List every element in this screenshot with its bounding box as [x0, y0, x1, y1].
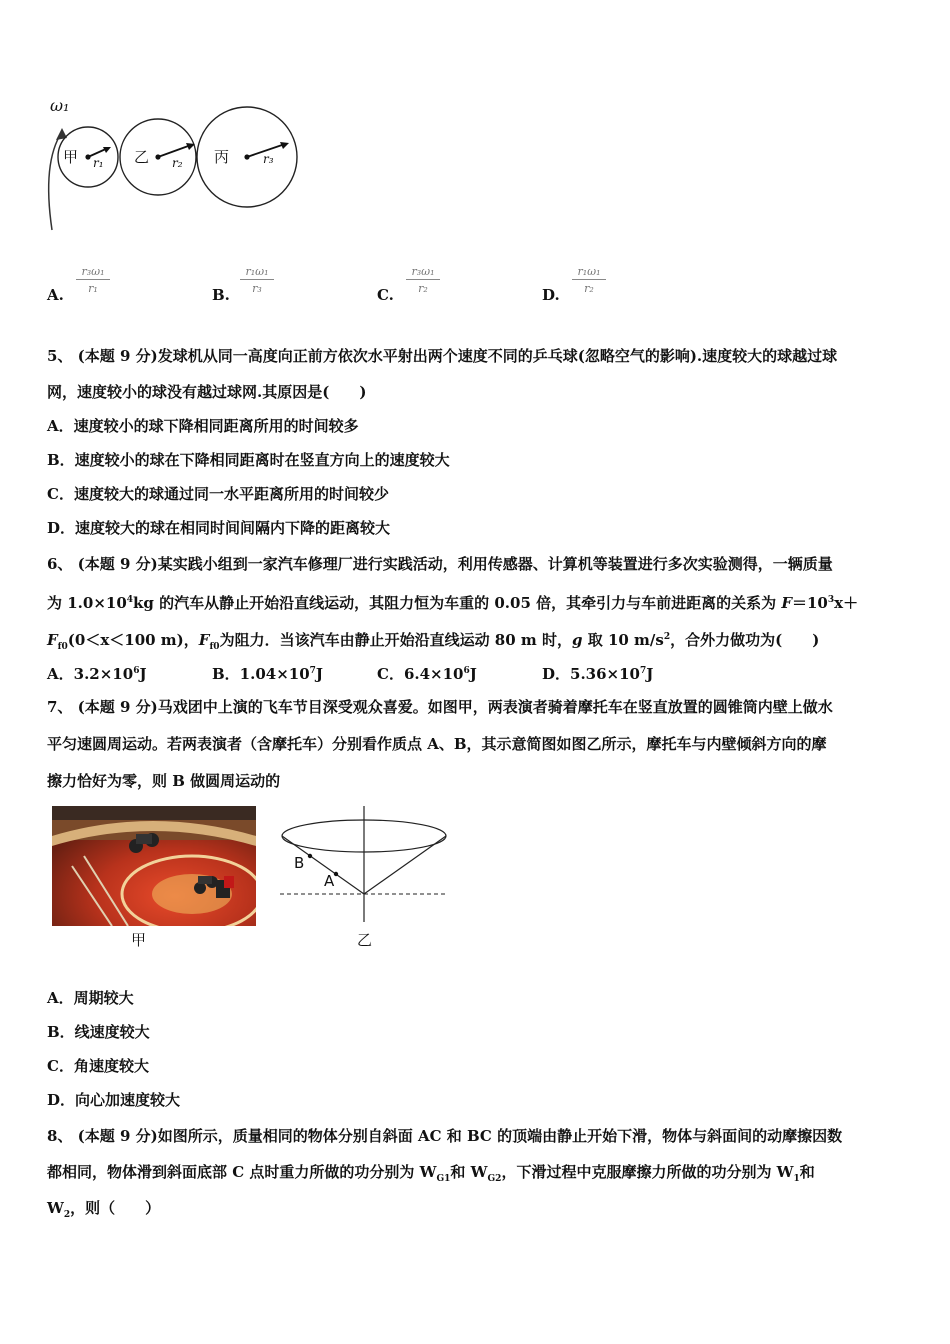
q4-option-c-fraction: $\frac{\text{r₃ω₁}}{\text{r₂}}$	[406, 265, 440, 295]
q5-option-c: C．速度较大的球通过同一水平距离所用的时间较少	[47, 485, 389, 503]
q4-option-c-label: C.	[377, 286, 394, 304]
q6-stem-line2: 为 $1.0\times 10^4kg$ 的汽车从静止开始沿直线运动，其阻力恒为车重的 0.05 倍，其牵引力与车前进距离的关系为 $F=10^3x+$	[47, 594, 859, 612]
caption-jia: 甲	[131, 931, 147, 949]
q7-option-c: C．角速度较大	[47, 1057, 149, 1075]
q6-option-b: B．$1.04\times 10^7J$	[212, 665, 324, 683]
q7-option-a: A．周期较大	[47, 989, 134, 1007]
r3-label: r₃	[263, 152, 274, 166]
q5-option-a: A．速度较小的球下降相同距离所用的时间较多	[47, 417, 359, 435]
q4-option-a-label: A.	[47, 286, 64, 304]
q4-option-d-fraction: $\frac{\text{r₁ω₁}}{\text{r₂}}$	[572, 265, 606, 295]
q6-stem-line1: 6、 (本题 9 分)某实践小组到一家汽车修理厂进行实践活动，利用传感器、计算机等装置进行多次实验测得，一辆质量	[47, 555, 833, 573]
point-a-label: A	[324, 872, 335, 890]
q7-stem-line2: 平匀速圆周运动。若两表演者（含摩托车）分别看作质点 A、B，其示意简图如图乙所示，摩托车与内壁倾斜方向的摩	[47, 735, 827, 753]
q6-option-d: D．$5.36\times 10^7J$	[542, 665, 654, 683]
omega-label: ω₁	[50, 96, 70, 115]
q8-stem-line1: 8、 (本题 9 分)如图所示，质量相同的物体分别自斜面 AC 和 BC 的顶端由静止开始下滑，物体与斜面间的动摩擦因数	[47, 1127, 843, 1145]
q4-option-a-fraction: $\frac{\text{r₃ω₁}}{\text{r₁}}$	[76, 265, 110, 295]
q4-option-d-label: D.	[542, 286, 560, 304]
q6-option-a: A．$3.2\times 10^6J$	[47, 665, 147, 683]
q5-option-b: B．速度较小的球在下降相同距离时在竖直方向上的速度较大	[47, 451, 450, 469]
point-b-label: B	[294, 854, 305, 872]
q7-stem-line1: 7、 (本题 9 分)马戏团中上演的飞车节目深受观众喜爱。如图甲，两表演者骑着摩托车在竖直放置的圆锥筒内壁上做水	[47, 698, 833, 716]
q4-option-b-label: B.	[212, 286, 230, 304]
caption-yi: 乙	[357, 931, 373, 949]
q6-stem-line3: $F_{f0}(0<x<100$ m)，$F_{f0}$为阻力．当该汽车由静止开始沿直线运动 80 m 时，g 取 10 $m/s^2$，合外力做功为( )	[47, 631, 820, 652]
gear-jia-label: 甲	[63, 148, 79, 166]
q7-option-b: B．线速度较大	[47, 1023, 150, 1041]
q5-stem-line2: 网，速度较小的球没有越过球网.其原因是( )	[47, 383, 367, 401]
r1-label: r₁	[93, 156, 104, 170]
q8-stem-line3: $W_2$，则（ ）	[47, 1199, 161, 1220]
gear-bing-label: 丙	[214, 148, 230, 166]
q5-option-d: D．速度较大的球在相同时间间隔内下降的距离较大	[47, 519, 391, 537]
q7-stem-line3: 擦力恰好为零，则 B 做圆周运动的	[47, 772, 281, 790]
q7-option-d: D．向心加速度较大	[47, 1091, 181, 1109]
q4-option-b-fraction: $\frac{\text{r₁ω₁}}{\text{r₃}}$	[240, 265, 274, 295]
q5-stem-line1: 5、 (本题 9 分)发球机从同一高度向正前方依次水平射出两个速度不同的乒乓球(忽略空气的影响).速度较大的球越过球	[47, 347, 838, 365]
r2-label: r₂	[172, 156, 183, 170]
q6-option-c: C．$6.4\times 10^6J$	[377, 665, 477, 683]
cone-diagram	[280, 806, 450, 926]
circus-photo	[52, 806, 256, 926]
q8-stem-line2: 都相同，物体滑到斜面底部 C 点时重力所做的功分别为 $W_{G1}$和 $W_{G2}$，下滑过程中克服摩擦力所做的功分别为 $W_1$和	[47, 1163, 815, 1184]
gear-yi-label: 乙	[134, 148, 150, 166]
